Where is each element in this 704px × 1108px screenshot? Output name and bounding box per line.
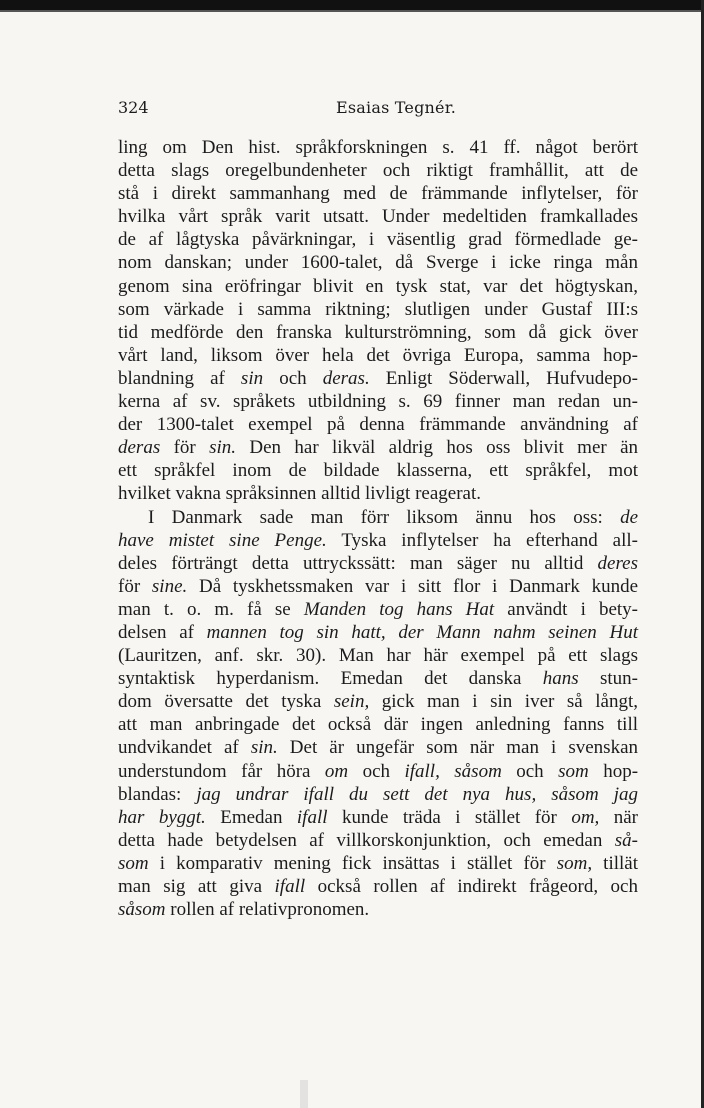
text-segment: hvilket vakna språksinnen alltid livligt reagerat. bbox=[118, 483, 482, 505]
text-segment: gick man i sin iver så långt, bbox=[369, 691, 638, 713]
text-line bbox=[118, 136, 638, 159]
italic-text: mannen tog sin hatt, der Mann nahm seinen Hut bbox=[206, 621, 638, 643]
text-segment: nom danskan; under 1600-talet, då Sverge i icke ringa mån bbox=[118, 252, 638, 274]
text-line bbox=[118, 898, 638, 921]
text-line bbox=[118, 621, 638, 644]
italic-text: såsom bbox=[118, 899, 166, 921]
italic-text: sein, bbox=[333, 691, 370, 713]
italic-text: hans bbox=[542, 668, 579, 690]
italic-text: sine. bbox=[151, 575, 188, 597]
body-text bbox=[118, 136, 638, 921]
text-segment: och bbox=[501, 760, 559, 782]
italic-text: jag undrar ifall du sett det nya hus, såsom jag bbox=[196, 783, 638, 805]
text-segment: när bbox=[599, 806, 639, 828]
text-line bbox=[118, 436, 638, 459]
text-segment: stun- bbox=[578, 668, 638, 690]
text-line bbox=[118, 390, 638, 413]
text-segment: kunde träda i stället för bbox=[327, 806, 572, 828]
text-line bbox=[118, 875, 638, 898]
text-segment: hop- bbox=[588, 760, 639, 782]
text-line bbox=[118, 344, 638, 367]
italic-text: deras bbox=[118, 437, 161, 459]
italic-text: sin. bbox=[250, 737, 278, 759]
paragraph bbox=[118, 136, 638, 506]
text-line bbox=[118, 852, 638, 875]
text-segment: ling om Den hist. språkforskningen s. 41 ff. något berört bbox=[118, 137, 638, 158]
page-header bbox=[118, 98, 638, 122]
italic-text: som bbox=[118, 852, 149, 874]
text-line bbox=[118, 736, 638, 759]
text-line bbox=[118, 529, 638, 552]
italic-text: deras. bbox=[322, 367, 370, 389]
text-line bbox=[118, 783, 638, 806]
text-segment: detta hade betydelsen af villkorskonjunktion, och emedan bbox=[118, 829, 615, 851]
text-line bbox=[118, 644, 638, 667]
text-line bbox=[118, 159, 638, 182]
text-segment: detta slags oregelbundenheter och riktigt framhållit, att de bbox=[118, 160, 638, 182]
text-segment: och bbox=[263, 367, 323, 389]
text-line bbox=[118, 575, 638, 598]
text-line bbox=[118, 205, 638, 228]
italic-text: har byggt. bbox=[118, 806, 206, 828]
text-segment: genom sina eröfringar blivit en tysk stat, var det högtyskan, bbox=[118, 275, 638, 297]
text-line bbox=[118, 459, 638, 482]
text-segment: man sig att giva bbox=[118, 876, 275, 897]
page-number: 324 bbox=[118, 98, 149, 117]
text-line bbox=[118, 413, 638, 436]
text-segment: stå i direkt sammanhang med de främmande inflytelser, för bbox=[118, 183, 638, 205]
text-segment: också rollen af indirekt frågeord, och bbox=[305, 876, 638, 897]
text-segment: som värkade i samma riktning; slutligen under Gustaf III:s bbox=[118, 298, 638, 320]
text-segment: Det är ungefär som när man i svenskan bbox=[277, 737, 639, 759]
text-segment: Tyska inflytelser ha efterhand all- bbox=[326, 529, 638, 551]
text-segment: att man anbringade det också där ingen anledning fanns till bbox=[118, 714, 638, 736]
page-top-border-shadow bbox=[0, 10, 704, 12]
text-segment: dom översatte det tyska bbox=[118, 691, 334, 713]
italic-text: om bbox=[324, 760, 349, 782]
italic-text: ifall bbox=[274, 876, 306, 897]
text-segment: och bbox=[348, 760, 405, 782]
italic-text: som, bbox=[556, 852, 593, 874]
italic-text: sin bbox=[240, 367, 264, 389]
text-segment: för bbox=[160, 437, 210, 459]
italic-text: sin. bbox=[209, 437, 237, 459]
italic-text: som bbox=[558, 760, 589, 782]
text-segment: för bbox=[118, 575, 152, 597]
text-segment: deles förträngt detta uttryckssätt: man säger nu alltid bbox=[118, 552, 598, 574]
text-line bbox=[118, 367, 638, 390]
text-segment: Emedan bbox=[205, 806, 297, 828]
text-segment: vårt land, liksom över hela det övriga Europa, samma hop- bbox=[118, 344, 638, 366]
text-segment: de af lågtyska påvärkningar, i väsentlig grad förmedlade ge- bbox=[118, 229, 638, 251]
italic-text: Manden tog hans Hat bbox=[303, 598, 495, 620]
text-segment: tid medförde den franska kulturströmning, som då gick över bbox=[118, 321, 638, 343]
text-line bbox=[118, 275, 638, 298]
italic-text: de bbox=[620, 506, 638, 528]
italic-text: så- bbox=[614, 829, 638, 851]
text-segment: hvilka vårt språk varit utsatt. Under medeltiden framkallades bbox=[118, 206, 638, 228]
text-segment: kerna af sv. språkets utbildning s. 69 finner man redan un- bbox=[118, 391, 638, 413]
text-line bbox=[118, 690, 638, 713]
text-segment: användt i bety- bbox=[494, 598, 639, 620]
paragraph bbox=[118, 506, 638, 922]
text-line bbox=[118, 251, 638, 274]
text-segment: (Lauritzen, anf. skr. 30). Man har här exempel på ett slags bbox=[118, 645, 638, 667]
text-segment: blandas: bbox=[118, 783, 197, 805]
page-top-border bbox=[0, 0, 704, 10]
italic-text: have mistet sine Penge. bbox=[118, 529, 327, 551]
text-line bbox=[118, 228, 638, 251]
text-segment: undvikandet af bbox=[118, 737, 251, 759]
text-segment: rollen af relativpronomen. bbox=[165, 899, 370, 921]
text-segment: syntaktisk hyperdanism. Emedan det danska bbox=[118, 668, 543, 690]
text-line bbox=[118, 760, 638, 783]
text-line bbox=[118, 713, 638, 736]
text-segment: tillät bbox=[592, 852, 639, 874]
text-line bbox=[118, 298, 638, 321]
text-segment: understundom får höra bbox=[118, 760, 325, 782]
text-segment: delsen af bbox=[118, 621, 207, 643]
italic-text: ifall, såsom bbox=[404, 760, 502, 782]
text-line bbox=[118, 667, 638, 690]
text-line bbox=[118, 482, 638, 505]
text-line bbox=[118, 829, 638, 852]
text-line bbox=[118, 182, 638, 205]
text-segment: Den har likväl aldrig hos oss blivit mer än bbox=[236, 437, 639, 459]
text-line bbox=[118, 598, 638, 621]
text-segment: blandning af bbox=[118, 367, 241, 389]
italic-text: ifall bbox=[296, 806, 328, 828]
italic-text: om, bbox=[571, 806, 600, 828]
text-line bbox=[118, 506, 638, 529]
text-line bbox=[118, 806, 638, 829]
scan-artifact bbox=[300, 1080, 308, 1108]
text-segment: Enligt Söderwall, Hufvudepo- bbox=[369, 367, 638, 389]
text-segment: der 1300-talet exempel på denna främmande användning af bbox=[118, 414, 638, 436]
text-line bbox=[118, 552, 638, 575]
italic-text: deres bbox=[597, 552, 638, 574]
text-segment: ett språkfel inom de bildade klasserna, ett språkfel, mot bbox=[118, 460, 638, 482]
running-head: Esaias Tegnér. bbox=[336, 98, 457, 117]
text-line bbox=[118, 321, 638, 344]
text-segment: I Danmark sade man förr liksom ännu hos oss: bbox=[148, 506, 621, 528]
text-segment: i komparativ mening fick insättas i stället för bbox=[148, 852, 557, 874]
text-segment: man t. o. m. få se bbox=[118, 598, 304, 620]
text-segment: Då tyskhetssmaken var i sitt flor i Danmark kunde bbox=[187, 575, 638, 597]
